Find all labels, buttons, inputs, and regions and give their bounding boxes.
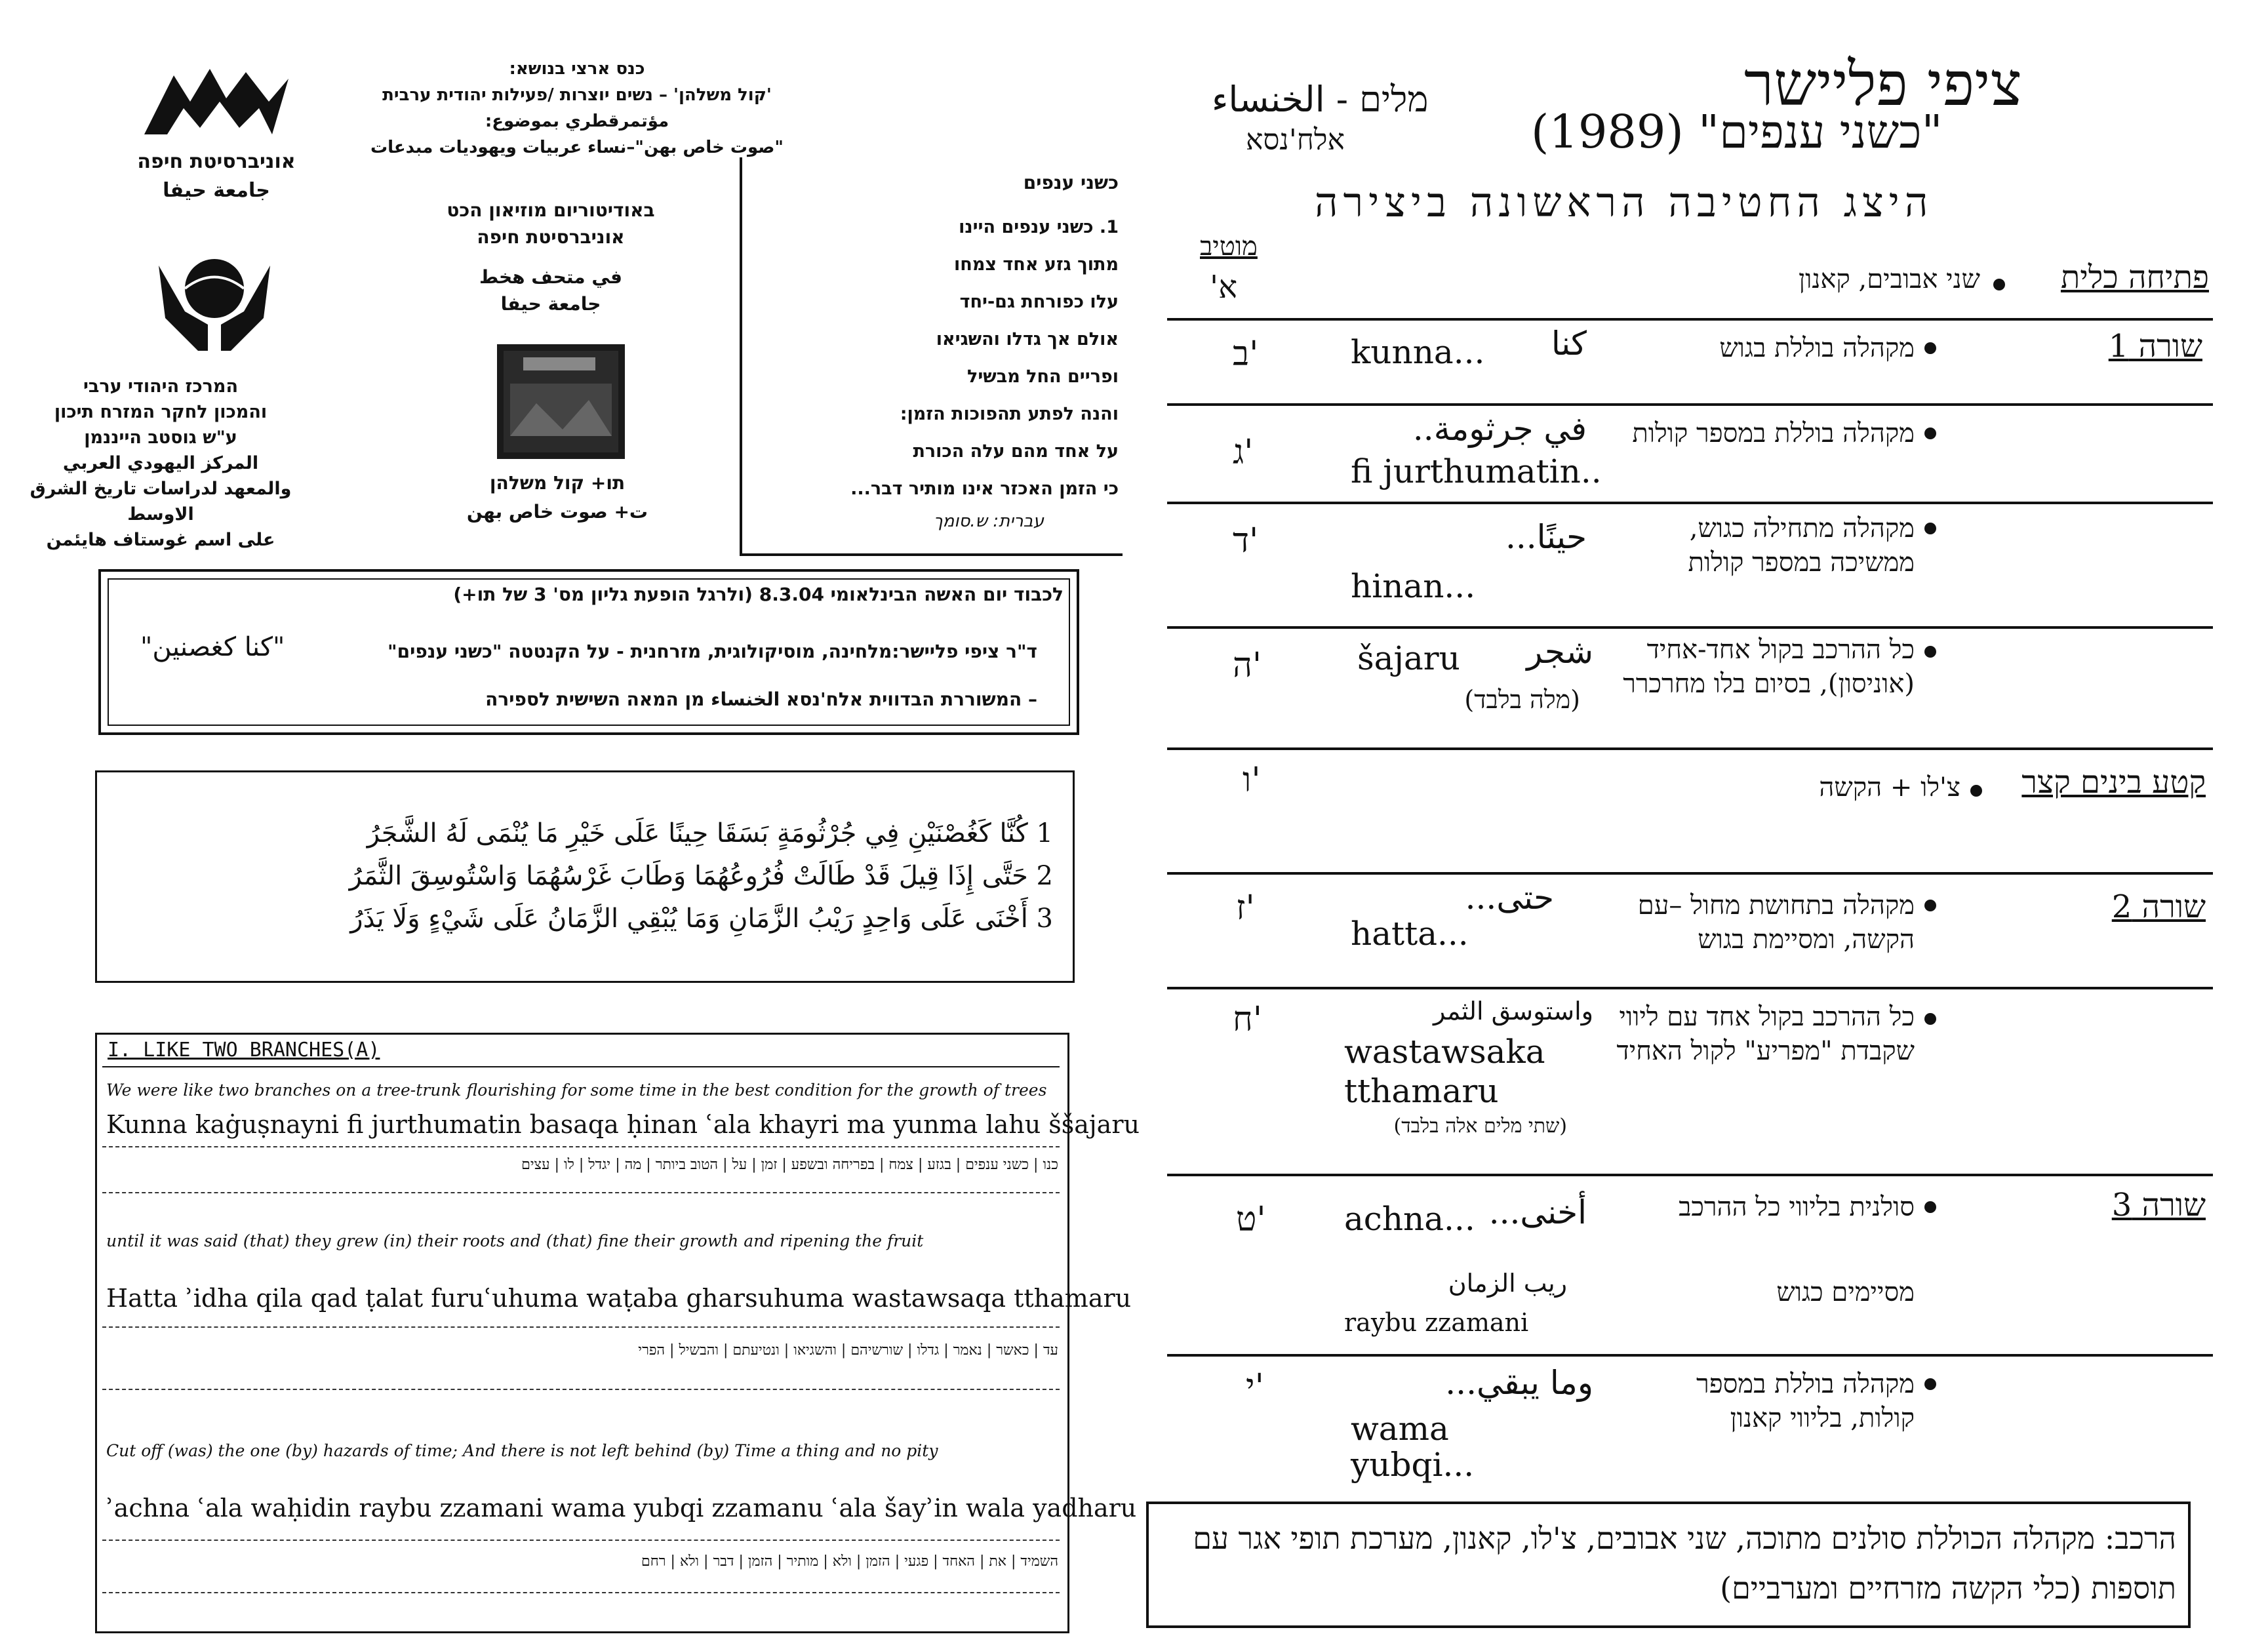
bullet — [1924, 523, 1936, 534]
conference-line: "صوت خاص بهن"–نساء عربيات ويهوديات مبدعات — [370, 138, 784, 157]
poster-caption — [433, 469, 682, 527]
venue-line: جامعة حيفا — [500, 293, 601, 315]
poem-translator: עברית: ש.סומך — [933, 511, 1044, 531]
poem-lines — [751, 209, 1119, 507]
venue-line: في متحف هخط — [479, 266, 623, 288]
row-desc: מקהלה בתחושת מחול –עם הקשה, ומסיימת בגוש — [1637, 890, 1915, 955]
poster-caption-line: תו+ קול משלהן — [489, 472, 626, 494]
hebrew-gloss-line: עד | כאשר | נאמר | גדלו | שורשיהם | והשגיאו | ונטיעתם | והבשיל | הפרי — [638, 1342, 1058, 1359]
hands-globe-logo — [146, 252, 283, 357]
word-latin: wastawsaka — [1344, 1033, 1545, 1071]
word-arabic: حينًا... — [1505, 518, 1587, 556]
word-arabic: شجر — [1526, 633, 1593, 671]
row-desc-2: מסיימים כגוש — [1776, 1277, 1915, 1307]
motif-letter: ד' — [1233, 521, 1259, 561]
poem-line: כי הזמן האכזר אינו מותיר דבר... — [850, 479, 1119, 499]
row-desc: כל ההרכב בקול אחד עם ליווי שקבדת "מפריע" לקול האחיד — [1616, 1002, 1915, 1066]
row-desc: מקהלה בוללת במספר קולות — [1632, 418, 1915, 448]
bullet — [1970, 785, 1982, 797]
summary-text: הרכב: מקהלה הכוללת סולנים מתוכה, שני אבובים, צ'לו, קאנון, מערכת תופי אגר עם תוספות (כלי הקשה מזרחיים ומערביים) — [1193, 1521, 2176, 1606]
venue-line: באודיטוריום מוזיאון הכט — [447, 199, 655, 221]
arabic-line: 2 حَتَّى إِذَا قِيلَ قَدْ طَالَتْ فُرُوعُهُمَا وَطَابَ غَرْسُهُمَا وَاسْتُوسِقَ الثَّمَرُ — [349, 861, 1053, 891]
poem-line: ופריים החל מבשיל — [967, 367, 1119, 387]
lyrics-credit: מלים - الخنساء — [1212, 79, 1429, 120]
motif-letter: ב' — [1233, 334, 1259, 374]
word-arabic-2: ريب الزمان — [1448, 1269, 1567, 1298]
row-desc: צ'לו + הקשה — [1819, 772, 1960, 803]
center-line: على اسم غوستاف هايئمن — [46, 530, 275, 550]
row-desc: מקהלה מתחילה כגוש, ממשיכה במספר קולות — [1688, 513, 1915, 578]
motif-letter: ג' — [1233, 433, 1254, 472]
venue — [420, 197, 682, 317]
motif-header: מוטיב — [1200, 231, 1258, 262]
center-name — [13, 374, 308, 553]
poster-thumbnail — [497, 344, 625, 459]
conference-line: مؤتمرقطري بموضوع: — [485, 111, 669, 131]
word-arabic: حتى... — [1465, 879, 1554, 917]
motif-letter: ה' — [1233, 646, 1262, 685]
arabic-poem-box — [95, 770, 1075, 983]
word-latin: fi jurthumatin.. — [1351, 452, 1602, 490]
gloss-line: until it was said (that) they grew (in) their roots and (that) fine their growth and ripening the fruit — [106, 1231, 924, 1250]
arabic-line: 1 كُنَّا كَغُصْنَيْنِ فِي جُرْثُومَةٍ بَسَقَا حِينًا عَلَى خَيْرِ مَا يُنْمَى لَهُ الشَّجَرُ — [367, 818, 1053, 848]
poem-line: על אחד מהם עלה הכורת — [913, 441, 1119, 462]
word-arabic: كنا — [1551, 325, 1587, 363]
bullet — [1924, 1201, 1936, 1213]
word-latin-3: raybu zzamani — [1344, 1308, 1529, 1337]
bullet — [1993, 279, 2005, 290]
motif-letter: ו' — [1243, 761, 1261, 800]
bullet — [1924, 900, 1936, 911]
hebrew-poem-box — [740, 157, 1123, 556]
word-note: (שתי מלים אלה בלבד) — [1393, 1115, 1567, 1138]
center-line: והמכון לחקר המזרח תיכון — [54, 402, 268, 422]
venue-line: אוניברסיטת חיפה — [477, 226, 625, 248]
word-arabic: وما يبقي... — [1445, 1364, 1593, 1402]
row-desc: מקהלה בוללת בגוש — [1719, 333, 1915, 363]
section-line-3: שורה 3 — [2111, 1187, 2206, 1223]
transliteration-line: Hatta ʾidha qila qad ṭalat furuʿuhuma waṭaba gharsuhuma wastawsaqa tthamaru — [106, 1284, 1132, 1313]
center-line: والمعهد لدراسات تاريخ الشرق الاوسط — [30, 479, 292, 525]
opening-desc: שני אבובים, קאנון — [1798, 264, 1980, 294]
word-arabic: واستوسق الثمر — [1433, 997, 1593, 1025]
translation-title: I. LIKE TWO BRANCHES(A) — [108, 1039, 380, 1062]
poem-title: כשני ענפים — [1023, 172, 1119, 193]
word-arabic: في جرثومة.. — [1412, 410, 1587, 448]
motif-letter: ט' — [1236, 1200, 1266, 1239]
arabic-line: 3 أَخْنَى عَلَى وَاحِدٍ رَيْبُ الزَّمَانِ وَمَا يُبْقِي الزَّمَانُ عَلَى شَيْءٍ وَلَا يَذَرُ — [350, 904, 1053, 934]
word-latin: hinan... — [1351, 567, 1476, 605]
composer-name: ציפי פליישר — [1744, 49, 2022, 119]
university-name-he: אוניברסיטת חיפה — [137, 150, 296, 173]
transliteration-line: Kunna kaġuṣnayni fi jurthumatin basaqa ḥinan ʿala khayri ma yunma lahu ššajaru — [106, 1110, 1140, 1139]
bullet — [1924, 1378, 1936, 1390]
center-line: المركز اليهودي العربي — [62, 453, 259, 473]
university-logo — [141, 62, 292, 141]
poem-line: עלו כפורחת גם-יחד — [959, 292, 1119, 312]
bullet — [1924, 1013, 1936, 1025]
lecture-line-1: לכבוד יום האשה הבינלאומי 8.3.04 (ולרגל הופעת גליון מס' 3 של תו+) — [453, 584, 1064, 605]
row-desc: כל ההרכב בקול אחד-אחיד (אוניסון), בסיום בלו מחרכרר — [1623, 635, 1915, 699]
university-name-ar: جامعة حيفا — [163, 179, 270, 202]
poem-line: 1. כשני ענפים היינו — [959, 217, 1119, 237]
conference-title — [321, 56, 833, 161]
section-interlude: קטע בינים קצר — [2021, 764, 2206, 801]
motif-letter: ז' — [1236, 888, 1255, 928]
word-latin: wama — [1351, 1410, 1449, 1448]
center-line: המרכז היהודי ערבי — [83, 376, 239, 397]
poster-caption-line: ت+ صوت خاص بهن — [466, 501, 648, 523]
university-name — [128, 148, 305, 205]
row-desc: סולנית בליווי כל ההרכב — [1679, 1192, 1915, 1222]
section-opening: פתיחה כלית — [2060, 259, 2209, 296]
gloss-line: We were like two branches on a tree-trunk flourishing for some time in the best condition for the growth of trees — [106, 1081, 1047, 1100]
word-note: (מלה בלבד) — [1464, 685, 1580, 714]
display-title: היצג החטיבה הראשונה ביצירה — [1315, 178, 1934, 226]
hebrew-gloss-line: השמיד | את | האחד | פגעי | הזמן | ולא | מותיר | הזמן | דבר | ולא | רחם — [641, 1553, 1058, 1570]
word-latin-2: tthamaru — [1344, 1072, 1499, 1110]
gloss-line: Cut off (was) the one (by) hazards of time; And there is not left behind (by) Time a thing and no pity — [106, 1441, 938, 1460]
motif-letter: ח' — [1233, 1000, 1263, 1039]
poem-line: אולם אך גדלו והשגיאו — [936, 329, 1119, 349]
lecture-line-3: – המשוררת הבדווית אלח'נסא الخنساء מן המאה השישית לספירה — [485, 688, 1037, 710]
section-line-2: שורה 2 — [2111, 888, 2206, 925]
conference-line: 'קול משלהן' – נשים יוצרות /פעילות יהודית ערבית — [382, 85, 772, 105]
instrumentation-summary — [1146, 1502, 2191, 1628]
lecture-line-2: ד"ר ציפי פליישר:מלחינה, מוסיקולוגית, מזרחנית - על הקנטטה "כשני ענפים" — [388, 641, 1037, 662]
conference-line: כנס ארצי בנושא: — [509, 59, 645, 79]
poem-line: והנה לפתע תהפוכות הזמן: — [900, 404, 1119, 424]
bullet — [1924, 428, 1936, 439]
poster-image — [497, 344, 625, 459]
lyrics-credit-he: אלח'נסא — [1246, 123, 1345, 157]
motif-header-value: א' — [1210, 269, 1237, 306]
lecture-box — [98, 569, 1079, 735]
center-line: ע"ש גוסטב הייננמן — [84, 428, 237, 448]
work-title: "כשני ענפים" (1989) — [1531, 105, 1943, 159]
bullet — [1924, 646, 1936, 658]
word-latin: hatta... — [1351, 915, 1469, 953]
lecture-quote: "كنا كغصنين" — [140, 632, 285, 662]
word-arabic: أخنى... — [1488, 1193, 1587, 1231]
translation-box — [95, 1033, 1140, 1633]
row-desc: מקהלה בוללת במספר קולות, בליווי קאנון — [1696, 1369, 1915, 1433]
section-line-1: שורה 1 — [2108, 328, 2202, 365]
word-latin-2: yubqi... — [1351, 1446, 1475, 1484]
word-latin: kunna... — [1351, 333, 1485, 371]
hebrew-gloss-line: כנו | כשני ענפים | בגזע | צמח | בפריחה ובשפע | זמן | על | הטוב ביותר | מה | יגדל | לו | עצים — [521, 1157, 1058, 1173]
bullet — [1924, 342, 1936, 354]
motif-letter: י' — [1246, 1367, 1264, 1406]
word-latin: achna... — [1344, 1200, 1475, 1238]
poem-line: מתוך גזע אחד צמחו — [954, 254, 1119, 275]
word-latin: šajaru — [1357, 639, 1460, 677]
transliteration-line: ʾachna ʿala waḥidin raybu zzamani wama yubqi zzamanu ʿala šayʾin wala yadharu — [106, 1494, 1137, 1522]
